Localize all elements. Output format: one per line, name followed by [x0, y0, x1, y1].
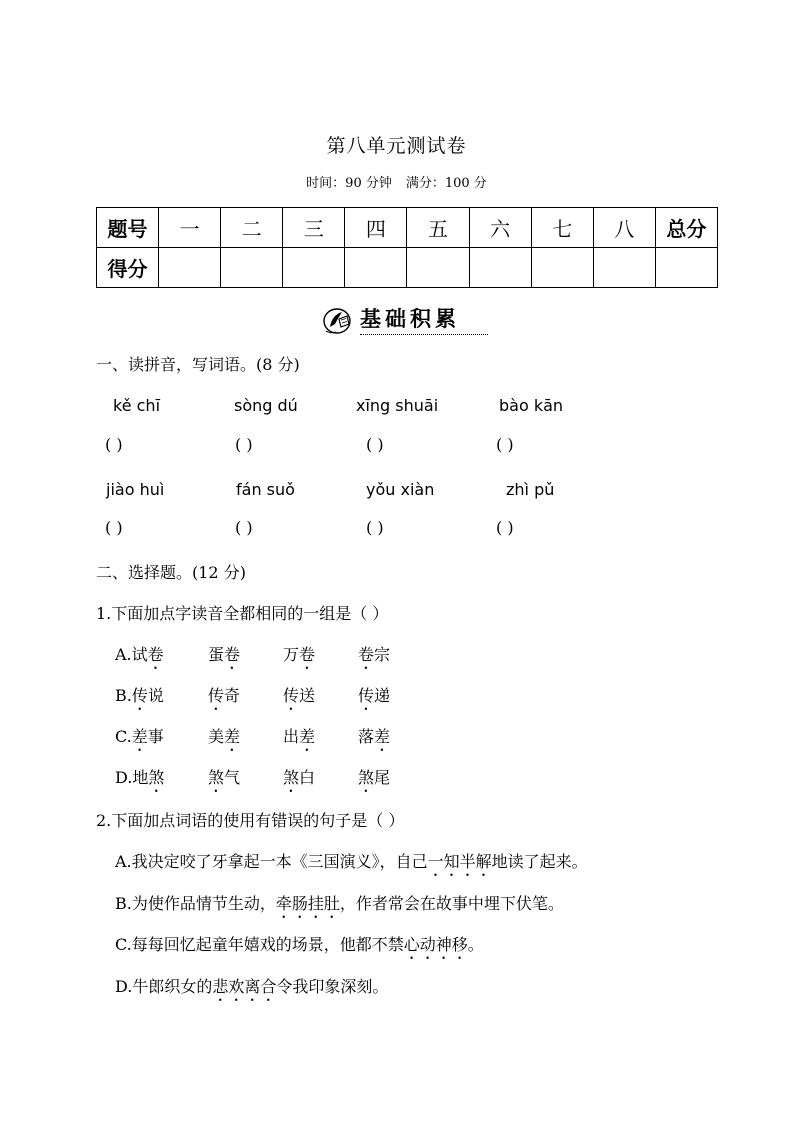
- option-text: 落: [358, 727, 375, 746]
- dotted-char: 煞: [358, 768, 375, 787]
- option-text: 地读了起来。: [491, 852, 588, 871]
- pinyin-item: zhì pǔ: [506, 480, 555, 499]
- full-score: 满分：100 分: [405, 176, 487, 191]
- answer-blank[interactable]: ( ): [105, 435, 123, 454]
- option-text: 送: [299, 686, 316, 705]
- option-text: 奇: [224, 686, 241, 705]
- option-word: [208, 724, 240, 755]
- dotted-char: 煞: [283, 768, 300, 787]
- dotted-char: 传: [131, 686, 148, 705]
- score-header-cell: 总分: [655, 208, 717, 248]
- section-underline: [360, 334, 488, 335]
- q2-2-stem: 2.下面加点词语的使用有错误的句子是（ ）: [96, 811, 405, 830]
- dotted-char: 煞: [148, 768, 165, 787]
- quill-scroll-icon: [322, 305, 354, 335]
- option-text: A.试: [115, 645, 148, 664]
- option-a[interactable]: [115, 849, 588, 880]
- dotted-char: 卷: [224, 645, 241, 664]
- score-cell[interactable]: [345, 248, 407, 288]
- dotted-char: 差: [131, 727, 148, 746]
- option-text: D.地: [115, 768, 149, 787]
- score-cell[interactable]: [593, 248, 655, 288]
- dotted-char: 卷: [147, 645, 164, 664]
- option-word: [358, 642, 390, 673]
- dotted-char: 差: [299, 727, 316, 746]
- option-text: 递: [374, 686, 391, 705]
- dotted-phrase: 一知半解: [427, 852, 492, 871]
- score-header-cell: 六: [469, 208, 531, 248]
- score-table: [96, 207, 718, 288]
- pinyin-item: bào kān: [499, 396, 564, 415]
- pinyin-item: xīng shuāi: [356, 396, 439, 415]
- option-b[interactable]: [115, 891, 564, 922]
- option-text: C.每每回忆起童年嬉戏的场景，他都不禁: [115, 935, 404, 954]
- answer-blank[interactable]: ( ): [235, 435, 253, 454]
- score-header-cell: 四: [345, 208, 407, 248]
- section-banner: [322, 303, 490, 337]
- page-title: 第八单元测试卷: [326, 135, 467, 157]
- option-word: [358, 724, 390, 755]
- option-text: 美: [208, 727, 225, 746]
- pinyin-item: kě chī: [113, 396, 161, 415]
- score-cell[interactable]: [159, 248, 221, 288]
- score-header-cell: 八: [593, 208, 655, 248]
- option-b[interactable]: [115, 683, 164, 714]
- score-cell[interactable]: [469, 248, 531, 288]
- option-text: ，作者常会在故事中埋下伏笔。: [339, 894, 564, 913]
- answer-blank[interactable]: ( ): [105, 518, 123, 537]
- pinyin-item: fán suǒ: [236, 480, 295, 499]
- dotted-char: 差: [224, 727, 241, 746]
- option-word: [283, 724, 315, 755]
- dotted-phrase: 悲欢离合: [212, 977, 277, 996]
- answer-blank[interactable]: ( ): [366, 435, 384, 454]
- dotted-char: 卷: [358, 645, 375, 664]
- option-word: [283, 765, 315, 796]
- answer-blank[interactable]: ( ): [496, 435, 514, 454]
- dotted-char: 卷: [299, 645, 316, 664]
- score-row-label: 得分: [97, 248, 159, 288]
- option-text: 尾: [374, 768, 391, 787]
- score-header-cell: 七: [531, 208, 593, 248]
- dotted-char: 传: [208, 686, 225, 705]
- option-text: 万: [283, 645, 300, 664]
- score-header-cell: 二: [221, 208, 283, 248]
- option-d[interactable]: [115, 974, 388, 1005]
- option-word: [208, 642, 240, 673]
- score-cell[interactable]: [655, 248, 717, 288]
- option-text: C.: [115, 727, 132, 746]
- option-c[interactable]: [115, 724, 164, 755]
- pinyin-item: sòng dú: [234, 396, 298, 415]
- score-header-cell: 一: [159, 208, 221, 248]
- dotted-phrase: 牵肠挂肚: [275, 894, 340, 913]
- answer-blank[interactable]: ( ): [496, 518, 514, 537]
- option-text: 白: [299, 768, 316, 787]
- option-text: 气: [224, 768, 241, 787]
- pinyin-item: yǒu xiàn: [366, 480, 435, 499]
- score-cell[interactable]: [531, 248, 593, 288]
- option-word: [208, 765, 240, 796]
- answer-blank[interactable]: ( ): [366, 518, 384, 537]
- option-word: [358, 765, 390, 796]
- answer-blank[interactable]: ( ): [235, 518, 253, 537]
- option-a[interactable]: [115, 642, 164, 673]
- option-text: 令我印象深刻。: [276, 977, 389, 996]
- option-word: [208, 683, 240, 714]
- score-table-header-row: [97, 208, 718, 248]
- option-word: [283, 642, 315, 673]
- dotted-char: 煞: [208, 768, 225, 787]
- option-text: 事: [147, 727, 164, 746]
- exam-meta: [0, 172, 793, 191]
- score-header-cell: 题号: [97, 208, 159, 248]
- score-table-score-row: [97, 248, 718, 288]
- q1-title: 一、读拼音，写词语。(8 分): [96, 355, 300, 374]
- score-cell[interactable]: [221, 248, 283, 288]
- score-header-cell: 五: [407, 208, 469, 248]
- dotted-char: 传: [358, 686, 375, 705]
- pinyin-item: jiào huì: [106, 480, 165, 499]
- dotted-phrase: 心动神移: [403, 935, 468, 954]
- score-cell[interactable]: [407, 248, 469, 288]
- option-text: 出: [283, 727, 300, 746]
- option-word: [283, 683, 315, 714]
- option-text: D.牛郎织女的: [115, 977, 213, 996]
- option-word: [358, 683, 390, 714]
- option-c[interactable]: [115, 932, 484, 963]
- option-text: B.: [115, 686, 132, 705]
- section-title: 基础积累: [360, 307, 460, 331]
- option-text: 说: [147, 686, 164, 705]
- dotted-char: 传: [283, 686, 300, 705]
- score-cell[interactable]: [283, 248, 345, 288]
- score-header-cell: 三: [283, 208, 345, 248]
- q2-title: 二、选择题。(12 分): [96, 563, 246, 582]
- option-text: A.我决定咬了牙拿起一本《三国演义》，自己: [115, 852, 428, 871]
- option-d[interactable]: [115, 765, 164, 796]
- time-limit: 时间：90 分钟: [306, 176, 392, 191]
- option-text: B.为使作品情节生动，: [115, 894, 276, 913]
- option-text: 宗: [374, 645, 391, 664]
- option-text: 蛋: [208, 645, 225, 664]
- q2-1-stem: 1.下面加点字读音全都相同的一组是（ ）: [96, 604, 389, 623]
- dotted-char: 差: [374, 727, 391, 746]
- option-text: 。: [467, 935, 484, 954]
